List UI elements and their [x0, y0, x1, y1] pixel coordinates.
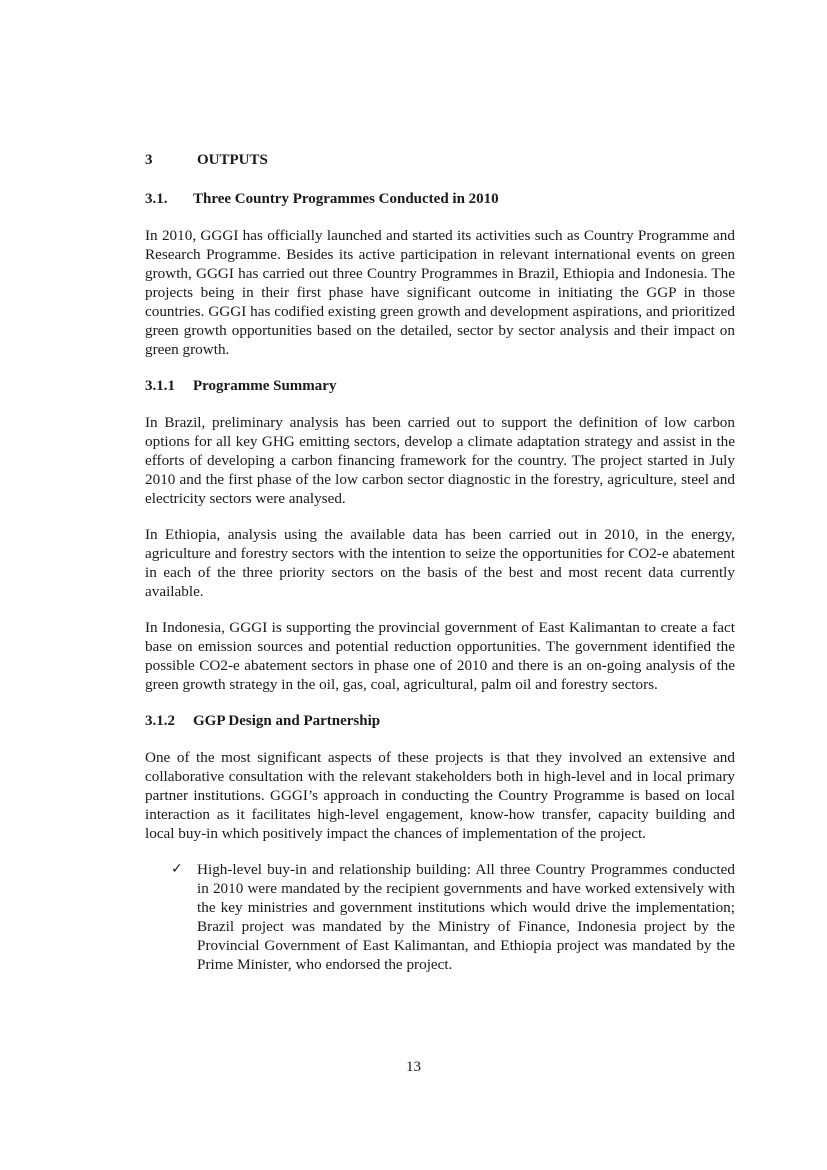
subsection-title: Programme Summary	[193, 378, 337, 394]
paragraph-ethiopia: In Ethiopia, analysis using the available data has been carried out in 2010, in the energy, agriculture and forestry sectors with the intention to seize the opportunities for CO2-e abatement in each of the three priority sectors on the basis of the best and most recent data currently available.	[145, 526, 735, 600]
paragraph-indonesia: In Indonesia, GGGI is supporting the provincial government of East Kalimantan to create a fact base on emission sources and potential reduction opportunities. The government identified the possible CO2-e abatement sectors in phase one of 2010 and there is an on-going analysis of the green growth strategy in the oil, gas, coal, agricultural, palm oil and forestry sectors.	[145, 619, 735, 693]
subsection-heading-3-1-1	[145, 376, 735, 396]
paragraph-3-1-2: One of the most significant aspects of these projects is that they involved an extensive and collaborative consultation with the relevant stakeholders both in high-level and in local primary partner institutions. GGGI’s approach in conducting the Country Programme is based on local interaction as it facilitates high-level engagement, know-how transfer, capacity building and local buy-in which positively impact the chances of implementation of the project.	[145, 749, 735, 842]
subsection-heading-3-1	[145, 189, 735, 209]
subsection-title: Three Country Programmes Conducted in 2010	[193, 191, 499, 207]
bullet-item	[145, 860, 735, 974]
bullet-text: High-level buy-in and relationship building: All three Country Programmes conducted in 2010 were mandated by the recipient governments and have worked extensively with the key ministries and government institutions which would drive the implementation; Brazil project was mandated by the Ministry of Finance, Indonesia project by the Provincial Government of East Kalimantan, and Ethiopia project was mandated by the Prime Minister, who endorsed the project.	[197, 861, 735, 973]
section-heading	[145, 150, 735, 170]
paragraph-3-1: In 2010, GGGI has officially launched and started its activities such as Country Programme and Research Programme. Besides its active participation in relevant international events on green growth, GGGI has carried out three Country Programmes in Brazil, Ethiopia and Indonesia. The projects being in their first phase have significant outcome in initiating the GGP in those countries. GGGI has codified existing green growth and development aspirations, and prioritized green growth opportunities based on the detailed, sector by sector analysis and their impact on green growth.	[145, 227, 735, 358]
paragraph-brazil: In Brazil, preliminary analysis has been carried out to support the definition of low carbon options for all key GHG emitting sectors, develop a climate adaptation strategy and assist in the efforts of developing a carbon financing framework for the country. The project started in July 2010 and the first phase of the low carbon sector diagnostic in the forestry, agriculture, steel and electricity sectors were analysed.	[145, 414, 735, 507]
subsection-number: 3.1.1	[145, 378, 175, 394]
section-number: 3	[145, 152, 153, 168]
subsection-number: 3.1.2	[145, 713, 175, 729]
subsection-number: 3.1.	[145, 191, 168, 207]
page-content	[145, 150, 735, 974]
section-title: OUTPUTS	[197, 152, 268, 168]
checkmark-icon: ✓	[171, 861, 183, 877]
page-number: 13	[406, 1059, 421, 1075]
subsection-heading-3-1-2	[145, 711, 735, 731]
subsection-title: GGP Design and Partnership	[193, 713, 381, 729]
